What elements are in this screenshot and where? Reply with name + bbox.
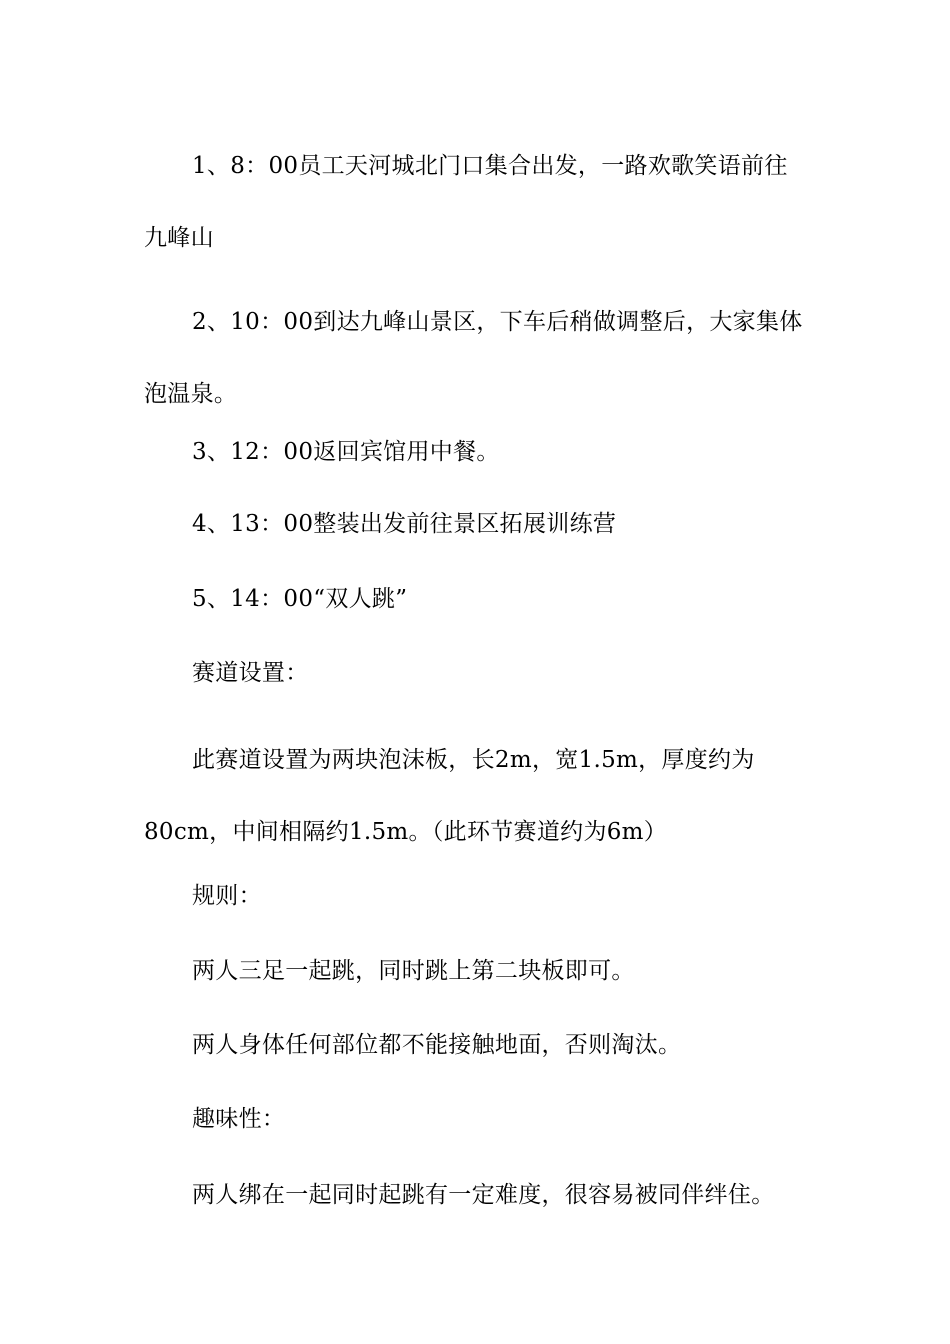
heading-track-setup: 赛道设置： [192, 660, 309, 686]
heading-fun-factor: 趣味性： [192, 1106, 286, 1132]
paragraph-schedule-2: 2、10：00到达九峰山景区，下车后稍做调整后，大家集体泡温泉。 [144, 309, 803, 407]
paragraph-track-setup: 此赛道设置为两块泡沫板，长2m，宽1.5m，厚度约为80cm，中间相隔约1.5m。（此环节赛道约为6m） [144, 747, 755, 845]
paragraph-fun-factor: 两人绑在一起同时起跳有一定难度，很容易被同伴绊住。 [192, 1182, 775, 1208]
heading-rules: 规则： [192, 883, 262, 909]
paragraph-schedule-1: 1、8：00员工天河城北门口集合出发，一路欢歌笑语前往九峰山 [144, 153, 788, 251]
paragraph-schedule-5: 5、14：00“双人跳” [192, 586, 408, 612]
paragraph-rule-2: 两人身体任何部位都不能接触地面，否则淘汰。 [192, 1032, 682, 1058]
paragraph-schedule-4: 4、13：00整装出发前往景区拓展训练营 [192, 511, 617, 537]
paragraph-schedule-3: 3、12：00返回宾馆用中餐。 [192, 439, 500, 465]
paragraph-rule-1: 两人三足一起跳，同时跳上第二块板即可。 [192, 958, 635, 984]
